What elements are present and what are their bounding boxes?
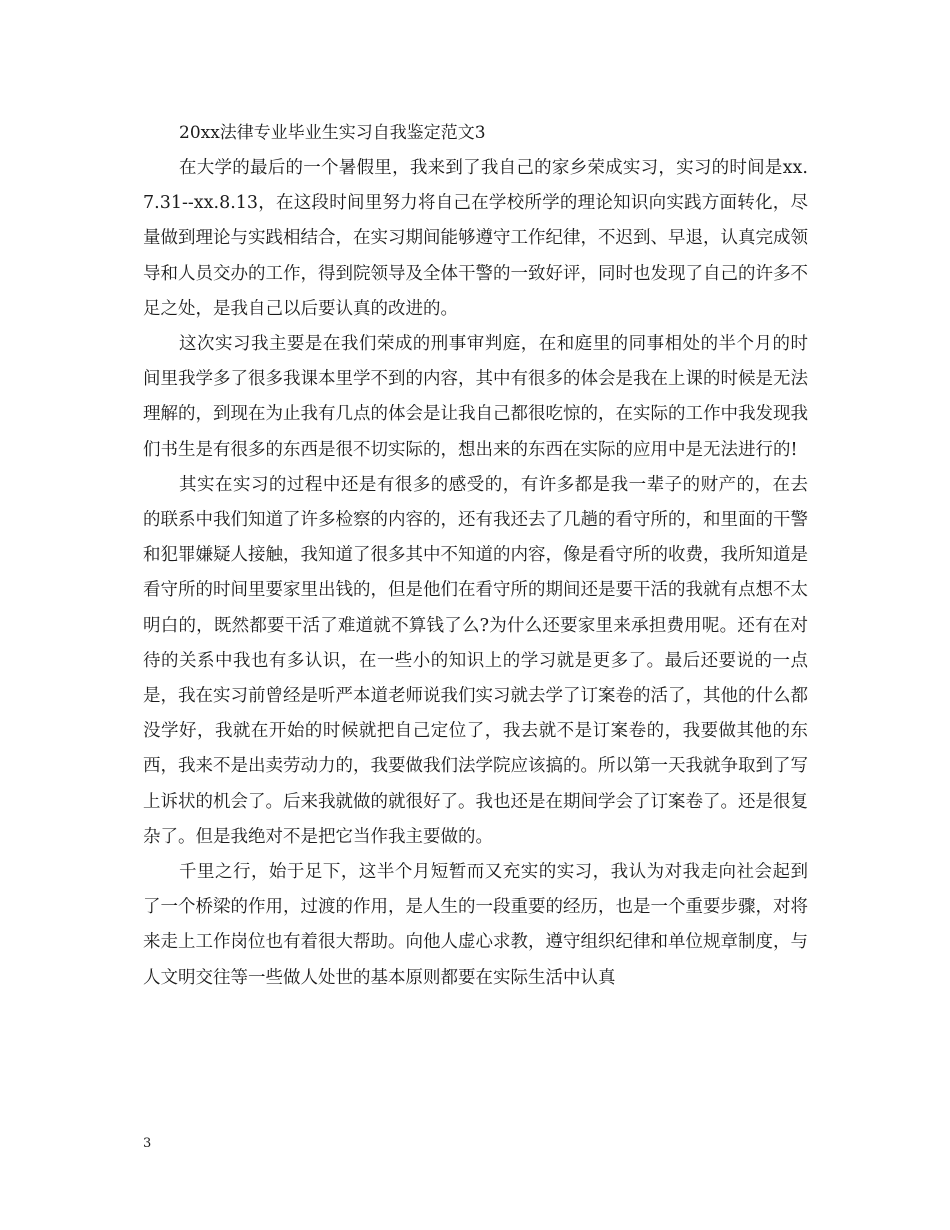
paragraph-4: 千里之行，始于足下，这半个月短暂而又充实的实习，我认为对我走向社会起到了一个桥梁的作用，过渡的作用，是人生的一段重要的经历，也是一个重要步骤，对将来走上工作岗位也有着很大帮助。向他人虚心求教，遵守组织纪律和单位规章制度，与人文明交往等一些做人处世的基本原则都要在实际生活中认真 xyxy=(143,862,808,988)
paragraph-1: 在大学的最后的一个暑假里，我来到了我自己的家乡荣成实习，实习的时间是xx.7.31--xx.8.13，在这段时间里努力将自己在学校所学的理论知识向实践方面转化，尽量做到理论与实践相结合，在实习期间能够遵守工作纪律，不迟到、早退，认真完成领导和人员交办的工作，得到院领导及全体干警的一致好评，同时也发现了自己的许多不足之处，是我自己以后要认真的改进的。 xyxy=(143,158,808,319)
paragraph-2: 这次实习我主要是在我们荣成的刑事审判庭，在和庭里的同事相处的半个月的时间里我学多了很多我课本里学不到的内容，其中有很多的体会是我在上课的时候是无法理解的，到现在为止我有几点的体会是让我自己都很吃惊的，在实际的工作中我发现我们书生是有很多的东西是很不切实际的，想出来的东西在实际的应用中是无法进行的! xyxy=(143,334,808,460)
document-title: 20xx法律专业毕业生实习自我鉴定范文3 xyxy=(179,123,486,143)
paragraph-3: 其实在实习的过程中还是有很多的感受的，有许多都是我一辈子的财产的，在去的联系中我们知道了许多检察的内容的，还有我还去了几趟的看守所的，和里面的干警和犯罪嫌疑人接触，我知道了很多其中不知道的内容，像是看守所的收费，我所知道是看守所的时间里要家里出钱的，但是他们在看守所的期间还是要干活的我就有点想不太明白的，既然都要干活了难道就不算钱了么?为什么还要家里来承担费用呢。还有在对待的关系中我也有多认识，在一些小的知识上的学习就是更多了。最后还要说的一点是，我在实习前曾经是听严本道老师说我们实习就去学了订案卷的活了，其他的什么都没学好，我就在开始的时候就把自己定位了，我去就不是订案卷的，我要做其他的东西，我来不是出卖劳动力的，我要做我们法学院应该搞的。所以第一天我就争取到了写上诉状的机会了。后来我就做的就很好了。我也还是在期间学会了订案卷了。还是很复杂了。但是我绝对不是把它当作我主要做的。 xyxy=(143,474,808,847)
page-number: 3 xyxy=(143,1136,152,1151)
document-body xyxy=(143,116,808,996)
